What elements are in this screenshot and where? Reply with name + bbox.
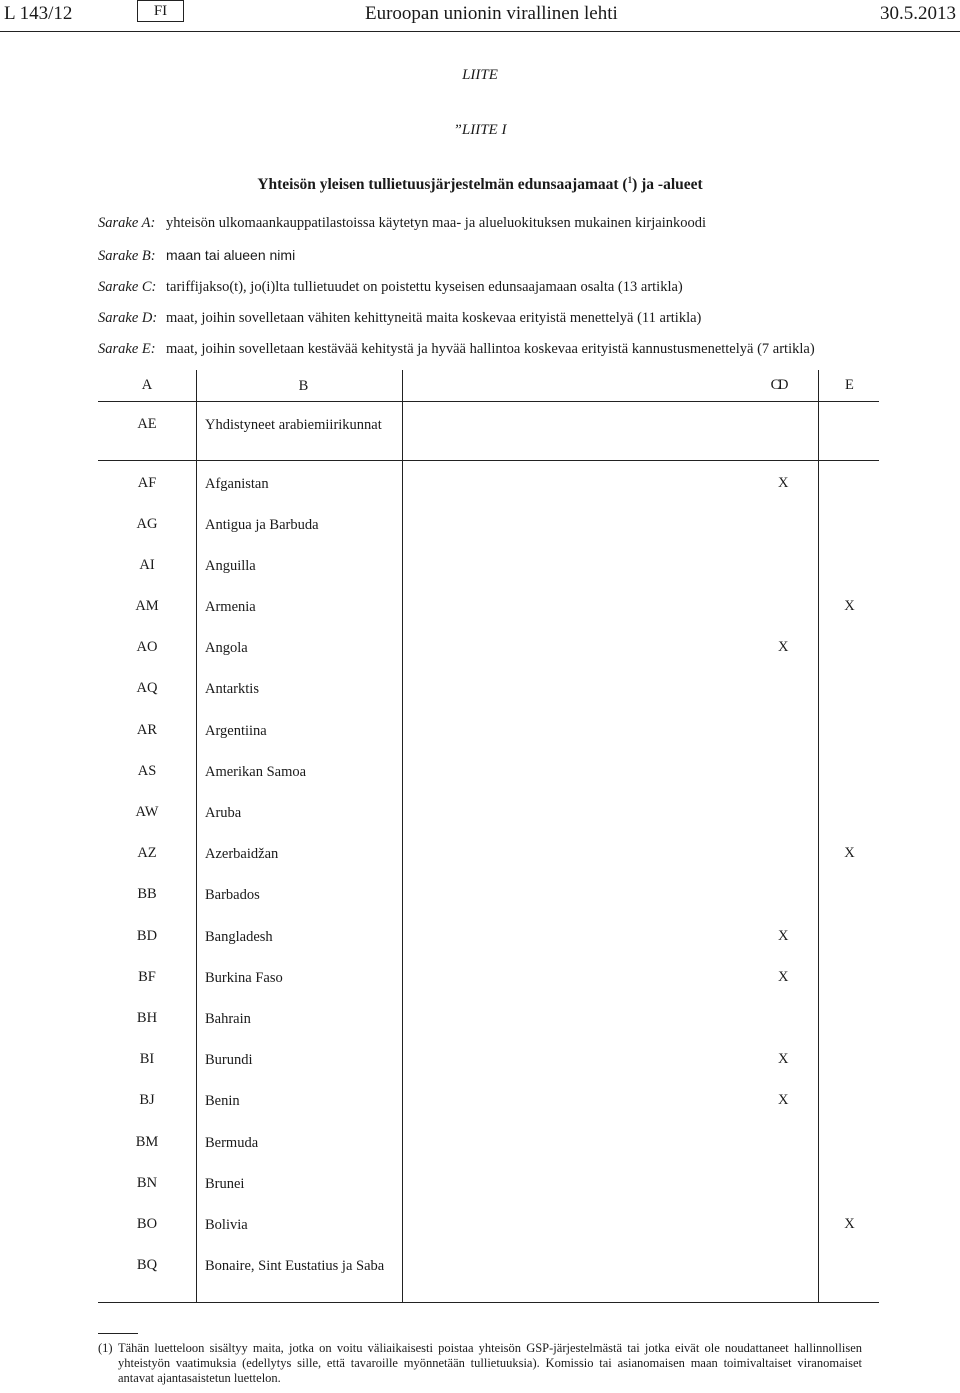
country-code-cell: AZ	[137, 845, 157, 862]
gsp-plus-flag-cell: X	[819, 1202, 880, 1243]
country-name-cell: Bonaire, Sint Eustatius ja Saba	[197, 1243, 403, 1302]
gsp-plus-flag-cell	[819, 708, 880, 749]
tariff-sections-cell	[403, 996, 809, 1037]
footnote-reference[interactable]: 1	[627, 175, 633, 185]
country-code-cell: AS	[137, 762, 157, 779]
gsp-plus-flag-cell	[819, 996, 880, 1037]
table-row	[98, 790, 879, 831]
country-code-cell: AM	[135, 598, 159, 615]
gsp-plus-flag-cell: X	[819, 831, 880, 872]
column-legend-label: Sarake A:	[98, 215, 156, 231]
gsp-plus-flag-cell	[819, 749, 880, 790]
country-name-cell: Afganistan	[197, 461, 403, 502]
column-legend-text: maan tai alueen nimi	[166, 247, 296, 263]
country-code-cell: AI	[139, 556, 155, 573]
tariff-sections-cell	[403, 831, 809, 872]
country-name-cell: Yhdistyneet arabiemiirikunnat	[197, 402, 403, 461]
table-row	[98, 666, 879, 707]
tariff-sections-cell	[403, 955, 809, 996]
column-legend-text: maat, joihin sovelletaan vähiten kehittyneitä maita koskevaa erityistä menettelyä (11 artikla)	[166, 310, 702, 326]
column-header-e: E	[819, 370, 880, 402]
column-legend-d	[98, 310, 701, 327]
gsp-plus-flag-cell	[819, 872, 880, 913]
column-legend-label: Sarake D:	[98, 310, 158, 326]
lda-flag-cell	[778, 1161, 789, 1202]
country-code-cell: BN	[136, 1174, 158, 1191]
tariff-sections-cell	[403, 543, 809, 584]
country-code-cell: AO	[136, 639, 158, 656]
country-code-cell: BF	[138, 968, 156, 985]
column-legend-c	[98, 279, 683, 296]
country-name-cell: Amerikan Samoa	[197, 749, 403, 790]
lda-flag-cell	[778, 749, 789, 790]
country-code-cell: AR	[136, 721, 158, 738]
gsp-plus-flag-cell	[819, 625, 880, 666]
tariff-sections-cell	[403, 461, 809, 502]
tariff-sections-cell	[403, 666, 809, 707]
gsp-plus-flag-cell	[819, 790, 880, 831]
column-header-c	[403, 370, 809, 402]
country-name-cell: Barbados	[197, 872, 403, 913]
country-name-cell: Armenia	[197, 584, 403, 625]
lda-flag-cell	[778, 1120, 789, 1161]
gsp-plus-flag-cell	[819, 914, 880, 955]
country-code-cell: AE	[98, 402, 197, 461]
tariff-sections-cell	[403, 584, 809, 625]
lda-flag-cell: X	[778, 1092, 789, 1109]
journal-header	[0, 0, 960, 32]
column-header-a: A	[98, 370, 197, 402]
lda-flag-cell	[778, 1202, 789, 1243]
tariff-sections-cell	[403, 1202, 809, 1243]
column-header-d-text: D	[778, 377, 789, 393]
table-row	[98, 749, 879, 790]
country-code-cell: AF	[137, 475, 157, 491]
language-badge: FI	[137, 0, 184, 22]
lda-flag-cell	[778, 831, 789, 872]
gsp-plus-flag-cell	[819, 1037, 880, 1078]
country-name-cell: Angola	[197, 625, 403, 666]
country-name-cell: Brunei	[197, 1161, 403, 1202]
publication-date: 30.5.2013	[880, 3, 956, 24]
page-reference: L 143/12	[4, 3, 73, 24]
tariff-sections-cell	[403, 708, 809, 749]
lda-flag-cell	[778, 790, 789, 831]
country-name-cell: Argentiina	[197, 708, 403, 749]
column-legend-text: yhteisön ulkomaankauppatilastoissa käytetyn maa- ja alueluokituksen mukainen kirjainkoodi	[166, 215, 706, 231]
country-name-cell: Burundi	[197, 1037, 403, 1078]
table-row	[98, 914, 879, 955]
lda-flag-cell: X	[778, 1051, 789, 1068]
table-row	[98, 1243, 879, 1302]
gsp-plus-flag-cell	[819, 1243, 880, 1302]
tariff-sections-cell	[403, 872, 809, 913]
table-row	[98, 1120, 879, 1161]
lda-flag-cell	[778, 872, 789, 913]
country-code-cell: BO	[136, 1215, 158, 1232]
table-row	[98, 831, 879, 872]
tariff-sections-cell	[403, 1078, 809, 1119]
country-name-cell: Bermuda	[197, 1120, 403, 1161]
table-row	[98, 1161, 879, 1202]
annex-heading-tail: ja -alueet	[641, 176, 703, 194]
tariff-sections-cell	[403, 1120, 809, 1161]
country-name-cell: Antarktis	[197, 666, 403, 707]
country-code-cell: AW	[135, 804, 159, 820]
column-legend-a	[98, 215, 706, 232]
table-row	[98, 1078, 879, 1119]
footnote-text: Tähän luetteloon sisältyy maita, jotka on voitu väliaikaisesti poistaa yhteisön GSP-järjestelmästä tai jotka eivät ole noudattaneet hallinnollisen yhteistyön vaatimuksia (edellytys sille, että tavaroille myönnetään tullietuuksia). Komissio tai asianomaisen maan toimivaltaiset viranomaiset antavat ajantasaistetun luettelon.	[118, 1341, 862, 1385]
beneficiary-countries-table	[98, 370, 879, 1303]
lda-flag-cell: X	[778, 639, 789, 656]
table-row	[98, 708, 879, 749]
lda-flag-cell	[778, 1243, 789, 1302]
column-legend-text: tariffijakso(t), jo(i)lta tullietuudet on poistettu kyseisen edunsaajamaan osalta (13 artikla)	[166, 279, 683, 295]
lda-flag-cell	[778, 543, 789, 584]
country-code-cell: BQ	[98, 1243, 197, 1302]
table-row	[98, 1037, 879, 1078]
country-name-cell: Benin	[197, 1078, 403, 1119]
table-row	[98, 955, 879, 996]
annex-subtitle: ”LIITE I	[453, 122, 507, 138]
header-divider	[0, 31, 960, 32]
gsp-plus-flag-cell	[819, 1120, 880, 1161]
country-name-cell: Bahrain	[197, 996, 403, 1037]
gsp-plus-flag-cell	[819, 1161, 880, 1202]
column-legend-text: maat, joihin sovelletaan kestävää kehitystä ja hyvää hallintoa koskevaa erityistä kannustusmenettelyä (7 artikla)	[166, 341, 815, 357]
footnote-divider	[98, 1333, 138, 1334]
tariff-sections-cell	[403, 502, 809, 543]
tariff-sections-cell	[403, 1037, 809, 1078]
country-code-cell: BB	[137, 886, 157, 903]
tariff-sections-cell	[403, 1161, 809, 1202]
gsp-plus-flag-cell	[819, 402, 880, 461]
footnote-mark: (1)	[98, 1341, 113, 1355]
country-code-cell: BM	[135, 1133, 159, 1150]
table-row	[98, 543, 879, 584]
lda-flag-cell	[778, 708, 789, 749]
gsp-plus-flag-cell	[819, 666, 880, 707]
lda-flag-cell	[778, 584, 789, 625]
table-row	[98, 872, 879, 913]
table-body	[98, 402, 879, 1303]
annex-title: LIITE	[462, 67, 498, 83]
column-legend-label: Sarake B:	[98, 248, 156, 264]
column-legend-b	[98, 247, 295, 265]
country-code-cell: BH	[136, 1009, 158, 1026]
annex-heading-text: Yhteisön yleisen tullietuusjärjestelmän edunsaajamaat	[257, 176, 619, 194]
country-name-cell: Azerbaidžan	[197, 831, 403, 872]
gsp-plus-flag-cell	[819, 955, 880, 996]
country-code-cell: AQ	[136, 680, 158, 697]
country-name-cell: Burkina Faso	[197, 955, 403, 996]
country-name-cell: Bangladesh	[197, 914, 403, 955]
country-name-cell: Antigua ja Barbuda	[197, 502, 403, 543]
country-name-cell: Anguilla	[197, 543, 403, 584]
lda-flag-cell	[778, 402, 789, 461]
footnote	[98, 1341, 862, 1386]
gsp-plus-flag-cell	[819, 1078, 880, 1119]
table-row	[98, 625, 879, 666]
table-row	[98, 996, 879, 1037]
lda-flag-cell: X	[778, 968, 789, 985]
gsp-plus-flag-cell: X	[819, 584, 880, 625]
column-legend-e	[98, 341, 815, 358]
table-row	[98, 502, 879, 543]
table-row	[98, 1202, 879, 1243]
column-header-b: B	[197, 370, 403, 402]
tariff-sections-cell	[403, 402, 809, 461]
gsp-plus-flag-cell	[819, 461, 880, 502]
lda-flag-cell	[778, 996, 789, 1037]
gsp-plus-flag-cell	[819, 502, 880, 543]
country-code-cell: BI	[139, 1051, 155, 1068]
annex-heading: Yhteisön yleisen tullietuusjärjestelmän edunsaajamaat ($^1$) ja -alueet	[257, 175, 703, 194]
table-row	[98, 402, 879, 461]
column-header-d	[778, 370, 819, 402]
column-header-c-text: C	[770, 377, 781, 393]
tariff-sections-cell	[403, 914, 809, 955]
lda-flag-cell	[778, 502, 789, 543]
country-name-cell: Aruba	[197, 790, 403, 831]
lda-flag-cell: X	[778, 475, 789, 491]
tariff-sections-cell	[403, 625, 809, 666]
gsp-plus-flag-cell	[819, 543, 880, 584]
table-row	[98, 461, 879, 502]
table-header-row	[98, 370, 879, 402]
country-code-cell: BJ	[139, 1092, 155, 1109]
lda-flag-cell: X	[778, 927, 789, 944]
country-code-cell: AG	[136, 515, 158, 532]
country-name-cell: Bolivia	[197, 1202, 403, 1243]
tariff-sections-cell	[403, 1243, 809, 1302]
column-legend-label: Sarake C:	[98, 279, 157, 295]
column-legend-label: Sarake E:	[98, 341, 156, 357]
country-code-cell: BD	[136, 927, 158, 944]
lda-flag-cell	[778, 666, 789, 707]
journal-title: Euroopan unionin virallinen lehti	[365, 3, 618, 24]
tariff-sections-cell	[403, 749, 809, 790]
table-row	[98, 584, 879, 625]
tariff-sections-cell	[403, 790, 809, 831]
